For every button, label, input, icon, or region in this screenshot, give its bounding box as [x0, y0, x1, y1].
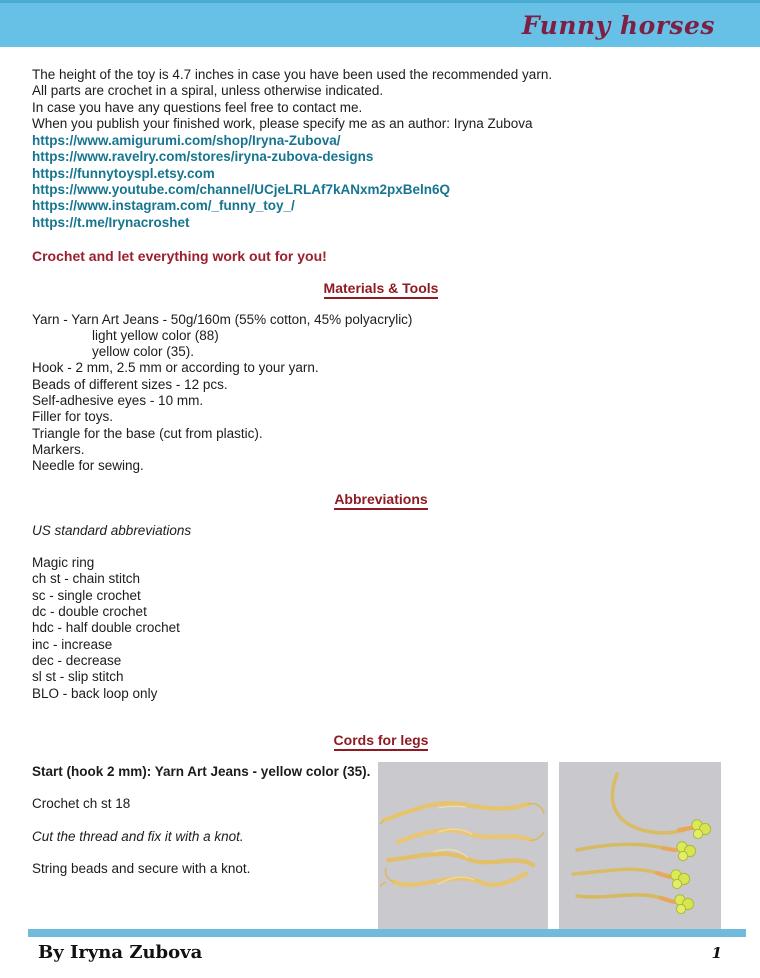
- cords-heading: Cords for legs: [334, 732, 429, 751]
- intro-line: When you publish your finished work, please specify me as an author: Iryna Zubova: [32, 115, 533, 131]
- material-item-eyes: Self-adhesive eyes - 10 mm.: [32, 393, 204, 409]
- photo-cords-plain: [378, 762, 548, 930]
- intro-paragraph: [32, 67, 730, 132]
- motto-text: Crochet and let everything work out for you!: [32, 247, 327, 264]
- materials-list: [32, 312, 730, 475]
- cords-start-line: Start (hook 2 mm): Yarn Art Jeans - yellow color (35).: [32, 764, 371, 780]
- material-item-needle: Needle for sewing.: [32, 458, 144, 474]
- abbreviations-heading-row: [32, 491, 730, 507]
- abbr-item: sc - single crochet: [32, 587, 141, 603]
- cords-step-1: Crochet ch st 18: [32, 796, 131, 812]
- intro-line: In case you have any questions feel free to contact me.: [32, 99, 363, 115]
- cords-section: [32, 762, 730, 930]
- link-amigurumi[interactable]: https://www.amigurumi.com/shop/Iryna-Zubova/: [32, 133, 341, 149]
- material-item-filler: Filler for toys.: [32, 409, 114, 425]
- abbr-item: dec - decrease: [32, 652, 122, 668]
- cords-instructions: [32, 762, 378, 893]
- author-links: [32, 133, 730, 231]
- abbr-item: dc - double crochet: [32, 604, 147, 620]
- cords-step-3: String beads and secure with a knot.: [32, 860, 251, 876]
- abbr-item: hdc - half double crochet: [32, 620, 180, 636]
- material-item-beads: Beads of different sizes - 12 pcs.: [32, 376, 228, 392]
- link-youtube[interactable]: https://www.youtube.com/channel/UCjeLRLAf7kANxm2pxBeln6Q: [32, 182, 451, 198]
- footer-author: By Iryna Zubova: [38, 942, 203, 963]
- material-item-color2: yellow color (35).: [92, 344, 195, 360]
- materials-heading-row: [32, 280, 730, 296]
- material-item-yarn: Yarn - Yarn Art Jeans - 50g/160m (55% cotton, 45% polyacrylic): [32, 311, 413, 327]
- cords-heading-row: [32, 732, 730, 748]
- abbreviations-heading: Abbreviations: [334, 491, 427, 510]
- cords-beads-illustration: [559, 762, 721, 930]
- cords-plain-illustration: [378, 762, 548, 930]
- footer-divider-bar: [28, 929, 746, 937]
- materials-heading: Materials & Tools: [324, 280, 439, 299]
- material-item-triangle: Triangle for the base (cut from plastic).: [32, 425, 263, 441]
- abbr-item: ch st - chain stitch: [32, 571, 141, 587]
- material-item-hook: Hook - 2 mm, 2.5 mm or according to your yarn.: [32, 360, 319, 376]
- material-item-markers: Markers.: [32, 441, 85, 457]
- abbr-item: inc - increase: [32, 636, 113, 652]
- photo-cords-with-beads: [559, 762, 721, 930]
- abbr-item: Magic ring: [32, 555, 95, 571]
- material-item-color1: light yellow color (88): [92, 327, 219, 343]
- intro-line: All parts are crochet in a spiral, unless otherwise indicated.: [32, 83, 384, 99]
- abbr-item: sl st - slip stitch: [32, 669, 124, 685]
- intro-line: The height of the toy is 4.7 inches in case you have been used the recommended yarn.: [32, 67, 553, 82]
- abbr-item: BLO - back loop only: [32, 685, 158, 701]
- link-telegram[interactable]: https://t.me/Irynacroshet: [32, 214, 190, 230]
- cords-photos: [378, 762, 721, 930]
- page-content: [0, 47, 760, 930]
- abbreviations-list: [32, 555, 730, 702]
- link-ravelry[interactable]: https://www.ravelry.com/stores/iryna-zubova-designs: [32, 149, 374, 165]
- page-number: 1: [711, 944, 722, 962]
- link-instagram[interactable]: https://www.instagram.com/_funny_toy_/: [32, 198, 295, 214]
- cords-step-2: Cut the thread and fix it with a knot.: [32, 828, 244, 844]
- link-etsy[interactable]: https://funnytoyspl.etsy.com: [32, 165, 215, 181]
- page-title: Funny horses: [521, 10, 715, 40]
- abbreviations-subtitle: US standard abbreviations: [32, 522, 192, 538]
- page-header-band: [0, 0, 760, 47]
